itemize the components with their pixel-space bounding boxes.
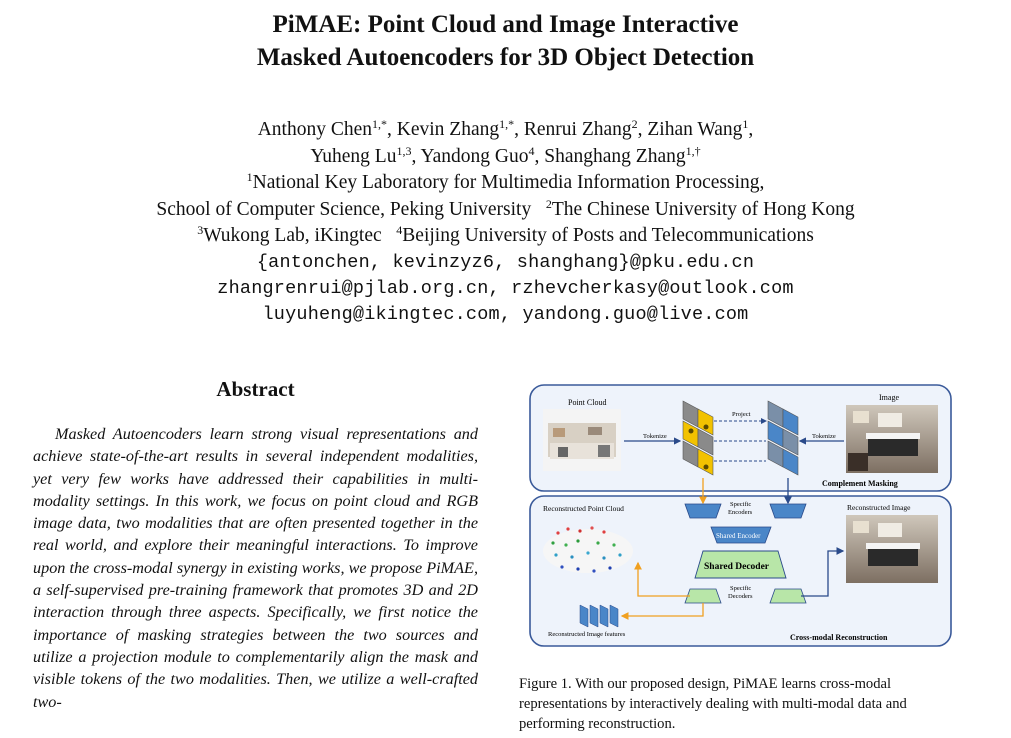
reconstructed-point-cloud-label: Reconstructed Point Cloud: [543, 504, 624, 513]
specific-decoder-image: [770, 589, 806, 603]
affiliation-line-2: School of Computer Science, Peking University $^2$The Chinese University of Hong Kong: [156, 196, 855, 220]
author-sup: 1,*: [372, 117, 388, 131]
authors-line-1: Anthony Chen$^{1,*}$, Kevin Zhang$^{1,*}$, Renrui Zhang$^2$, Zihan Wang$^1$,: [257, 117, 754, 140]
abstract-body: [33, 423, 478, 713]
abstract-heading: Abstract: [216, 377, 295, 401]
reconstructed-image-label: Reconstructed Image: [847, 503, 911, 512]
figure-1-diagram: [528, 383, 954, 648]
author-sup: 1,*: [499, 117, 515, 131]
author-sup: 1: [742, 117, 749, 131]
affiliation-text: Wukong Lab, iKingtec: [203, 225, 382, 246]
author-name: Yuheng Lu: [310, 145, 397, 167]
tokenize-label-right: Tokenize: [812, 433, 836, 440]
shared-decoder-label: Shared Decoder: [704, 562, 769, 572]
specific-encoder-point: [685, 504, 721, 518]
affiliation-line-1: $^1$National Key Laboratory for Multimedia Information Processing,: [246, 170, 765, 193]
author-name: Renrui Zhang: [523, 119, 632, 140]
project-label: Project: [732, 411, 751, 418]
email-line: luyuheng@ikingtec.com, yandong.guo@live.com: [262, 304, 749, 325]
author-name: Yandong Guo: [420, 145, 529, 167]
author-name: Shanghang Zhang: [544, 145, 686, 167]
point-cloud-thumbnail: [543, 409, 621, 471]
specific-decoders-label: Specific Decoders: [728, 585, 753, 600]
figure-caption: Figure 1. With our proposed design, PiMAE learns cross-modal representations by interactively dealing with multi-modal data and performing reconstruction.: [519, 676, 907, 732]
cross-modal-reconstruction-label: Cross-modal Reconstruction: [790, 633, 888, 642]
specific-decoder-point: [685, 589, 721, 603]
author-name: Zihan Wang: [647, 119, 743, 140]
reconstructed-image-thumbnail: [846, 515, 938, 583]
author-sup: 4: [528, 143, 535, 158]
title-line-1: PiMAE: Point Cloud and Image Interactive: [272, 11, 739, 38]
author-block: [0, 117, 1011, 250]
specific-encoders-label: Specific Encoders: [728, 501, 753, 516]
shared-encoder-label: Shared Encoder: [716, 532, 761, 540]
reconstructed-image-features-label: Reconstructed Image features: [548, 631, 626, 638]
author-name: Kevin Zhang: [396, 119, 500, 140]
title-line-2: Masked Autoencoders for 3D Object Detection: [256, 44, 755, 71]
image-thumbnail: [846, 405, 938, 473]
image-label: Image: [879, 393, 899, 402]
email-line: {antonchen, kevinzyz6, shanghang}@pku.edu.cn: [256, 252, 755, 273]
author-sup: 2: [631, 117, 638, 131]
paper-title: [0, 8, 1011, 74]
tokenize-label-left: Tokenize: [643, 433, 667, 440]
affiliation-text: School of Computer Science, Peking University: [156, 198, 532, 220]
specific-encoder-image: [770, 504, 806, 518]
point-cloud-label: Point Cloud: [568, 398, 607, 407]
affiliation-text: National Key Laboratory for Multimedia Information Processing,: [252, 172, 765, 193]
authors-line-2: Yuheng Lu$^{1,3}$, Yandong Guo$^4$, Shanghang Zhang$^{1,\dagger}$: [310, 143, 701, 167]
email-line: zhangrenrui@pjlab.org.cn, rzhevcherkasy@outlook.com: [217, 278, 794, 299]
author-sup: 1,3: [396, 143, 412, 158]
affiliation-text: Beijing University of Posts and Telecommunications: [402, 225, 814, 246]
affiliation-text: The Chinese University of Hong Kong: [551, 198, 855, 220]
author-name: Anthony Chen: [257, 119, 373, 140]
abstract-text: Masked Autoencoders learn strong visual representations and achieve state-of-the-art results in several independent modalities, yet very few works have addressed their capabilities in multi-modality settings. In this work, we focus on point cloud and RGB image data, two modalities that are often presented together in the real world, and explore their meaningful interactions. To improve upon the cross-modal synergy in existing works, we propose PiMAE, a self-supervised pre-training framework that promotes 3D and 2D interaction through three aspects. Specifically, we first notice the importance of masking strategies between the two sources and utilize a projection module to complementarily align the mask and visible tokens of the two modalities. Then, we utilize a well-crafted two-: [33, 425, 478, 711]
email-block: [0, 250, 1011, 328]
complement-masking-label: Complement Masking: [822, 479, 898, 488]
affiliation-line-3: $^3$Wukong Lab, iKingtec $^4$Beijing University of Posts and Telecommunications: [197, 223, 814, 246]
author-sup: 1,†: [685, 143, 701, 158]
